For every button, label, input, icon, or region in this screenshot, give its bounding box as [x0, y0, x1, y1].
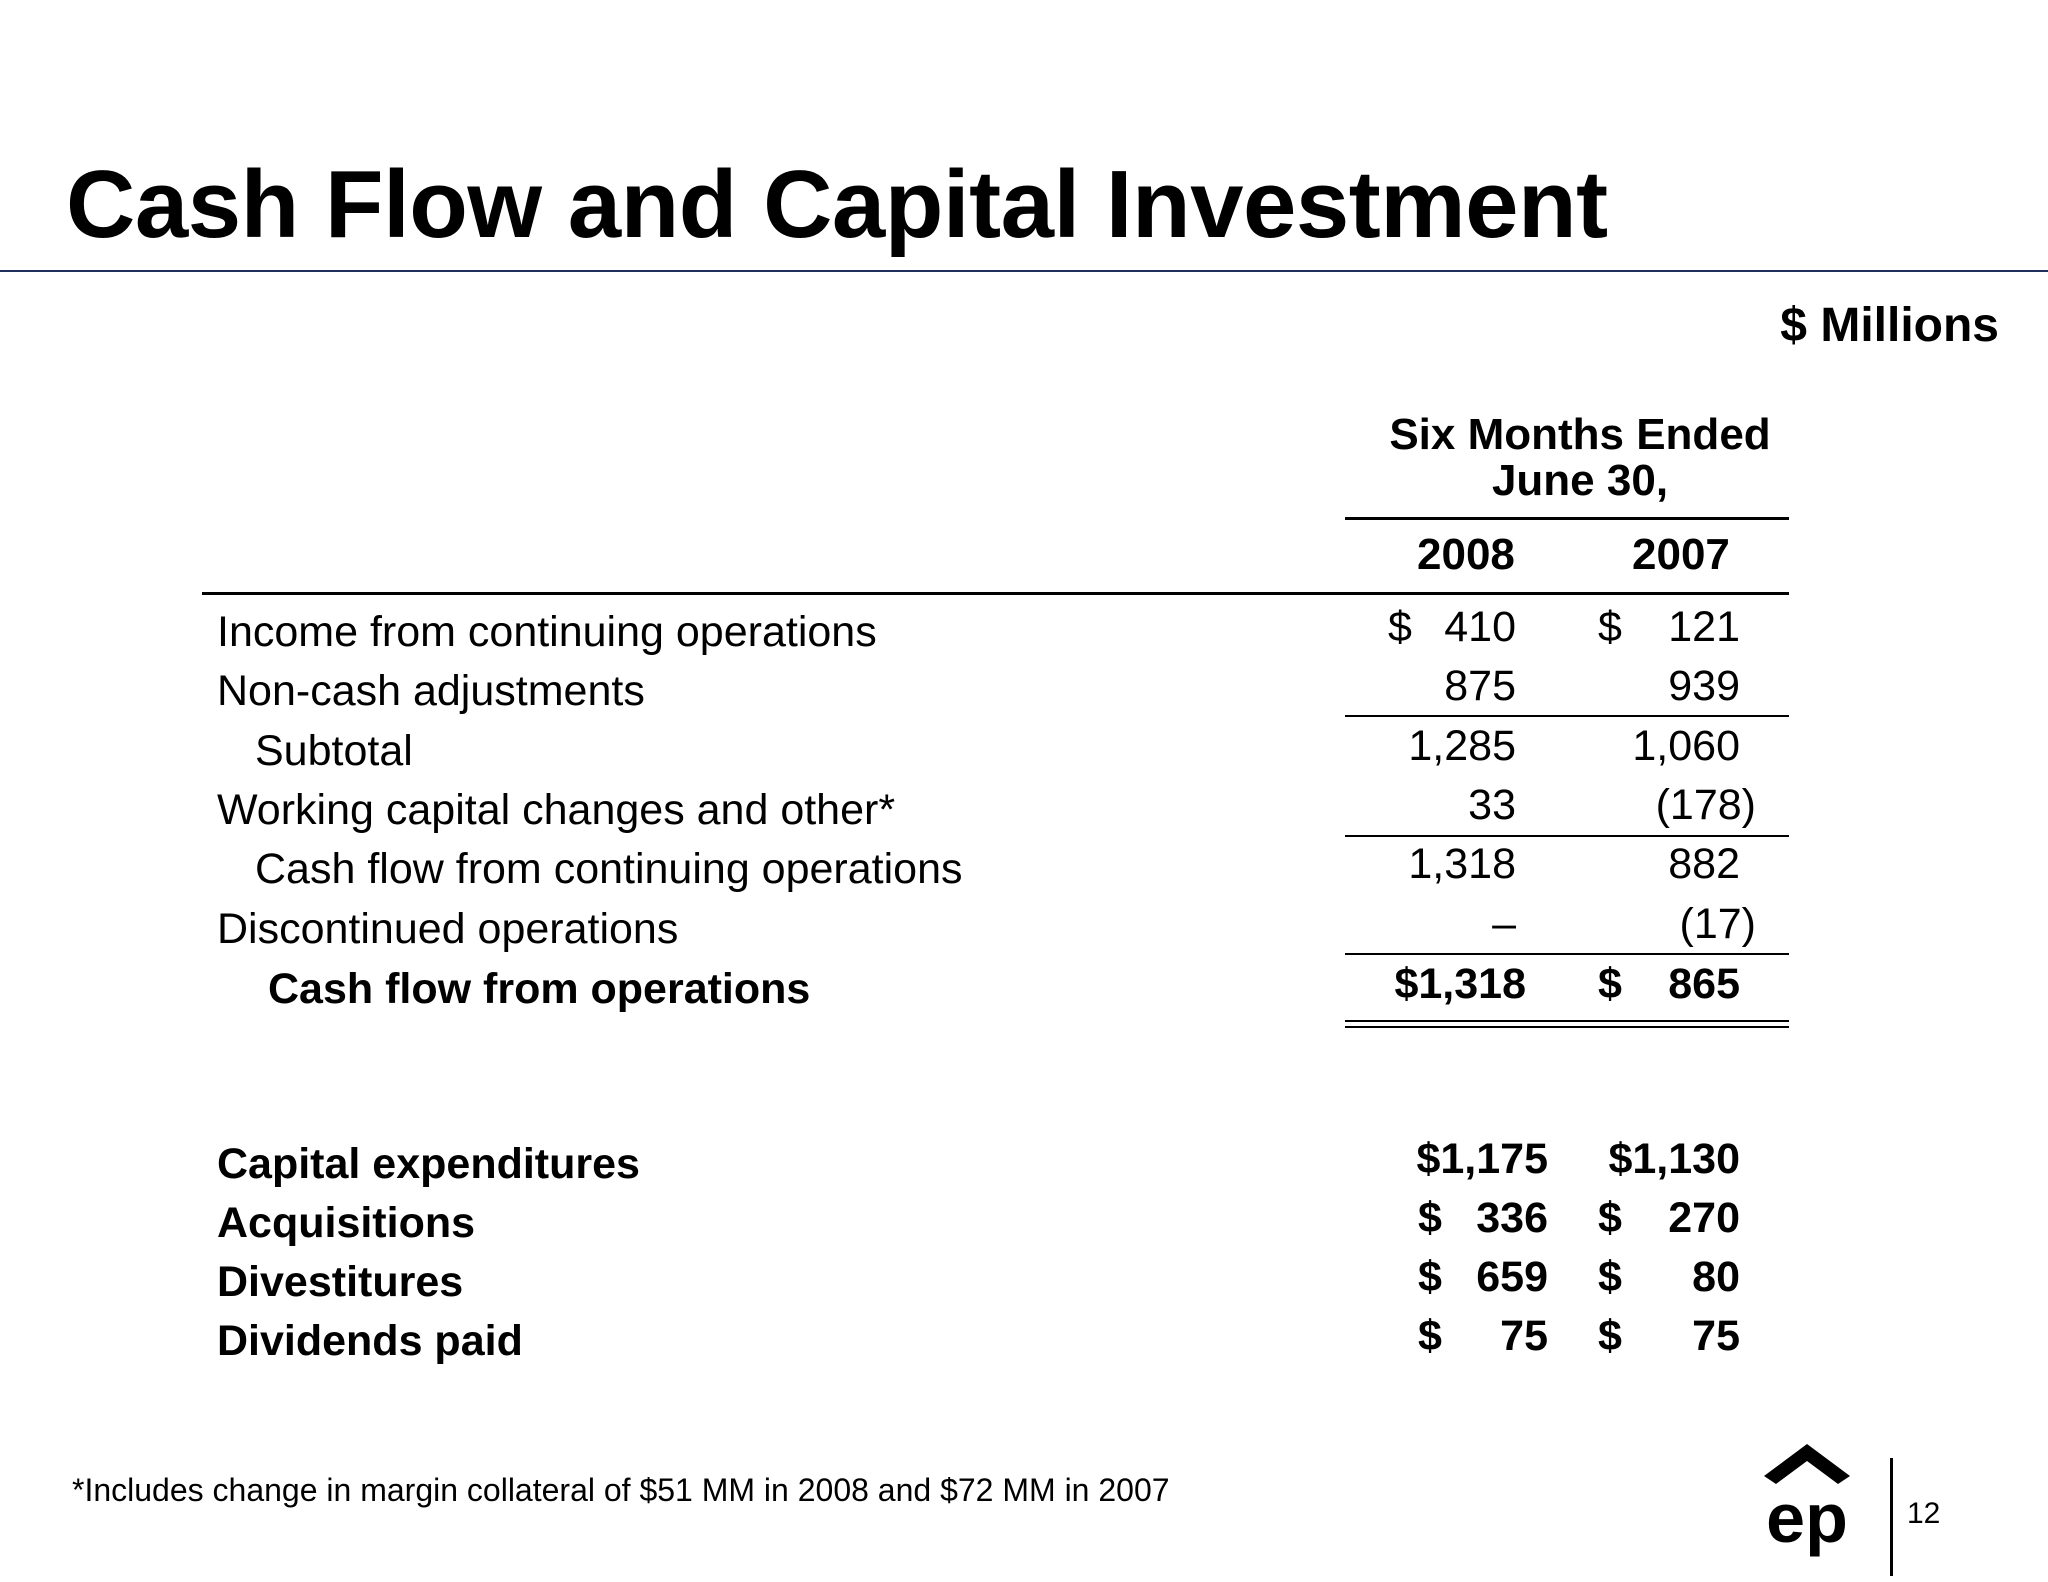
row-value-2007: 939: [1668, 662, 1740, 710]
row-value-2007: 1,060: [1632, 722, 1740, 770]
row-label-discontinued: Discontinued operations: [217, 905, 679, 953]
invest-value-2008: 336: [1476, 1194, 1548, 1242]
row-value-2008: 410: [1444, 603, 1516, 651]
logo-text: ep: [1766, 1479, 1848, 1557]
row-currency-2007: $: [1598, 603, 1622, 651]
period-line-2: June 30,: [1491, 456, 1669, 505]
invest-value-2007: $1,130: [1608, 1135, 1740, 1183]
invest-value-2007: 80: [1692, 1253, 1740, 1301]
row-value-2008: 875: [1444, 662, 1516, 710]
year-2007-header: 2007: [1632, 530, 1730, 579]
row-label-acquisitions: Acquisitions: [217, 1199, 476, 1247]
invest-value-2007: 75: [1692, 1312, 1740, 1360]
invest-value-2007: 270: [1668, 1194, 1740, 1242]
slide-title: Cash Flow and Capital Investment: [66, 151, 1608, 258]
footnote: *Includes change in margin collateral of $51 MM in 2008 and $72 MM in 2007: [72, 1472, 1170, 1508]
subtotal-rule: [1345, 715, 1789, 717]
invest-value-2008: 659: [1476, 1253, 1548, 1301]
period-header: [1345, 412, 1815, 504]
row-value-2008: –: [1492, 900, 1516, 948]
invest-currency-2007: $: [1598, 1253, 1622, 1301]
row-label-divestitures: Divestitures: [217, 1258, 464, 1306]
row-label-dividends: Dividends paid: [217, 1317, 523, 1365]
row-value-2007: (17): [1679, 900, 1756, 948]
invest-currency-2007: $: [1598, 1312, 1622, 1360]
total-double-rule-bottom: [1345, 1026, 1789, 1028]
invest-value-2008: 75: [1500, 1312, 1548, 1360]
period-line-1: Six Months Ended: [1389, 410, 1771, 459]
total-double-rule-top: [1345, 1020, 1789, 1022]
row-label-income-continuing: Income from continuing operations: [217, 608, 877, 656]
row-value-2008: 1,285: [1408, 722, 1516, 770]
period-underline: [1345, 517, 1789, 520]
row-value-2007: (178): [1655, 781, 1756, 829]
row-value-2008: 33: [1468, 781, 1516, 829]
row-value-2007: 121: [1668, 603, 1740, 651]
continuing-cf-rule: [1345, 835, 1789, 837]
units-label: $ Millions: [1780, 299, 1999, 352]
year-2008-header: 2008: [1417, 530, 1515, 579]
ep-logo-icon: [1762, 1444, 1852, 1558]
row-currency-2008: $: [1388, 603, 1412, 651]
row-value-2008: 1,318: [1408, 840, 1516, 888]
row-label-working-capital: [217, 786, 895, 835]
row-label-capex: Capital expenditures: [217, 1140, 640, 1188]
row-label-cf-continuing: Cash flow from continuing operations: [255, 845, 963, 893]
row-currency-2007: $: [1598, 960, 1622, 1008]
row-label-subtotal: Subtotal: [255, 727, 413, 775]
row-value-2008: $1,318: [1394, 960, 1526, 1008]
total-rule: [1345, 953, 1789, 955]
row-label-non-cash: Non-cash adjustments: [217, 667, 645, 715]
row-value-2007: 882: [1668, 840, 1740, 888]
invest-currency-2008: $: [1418, 1194, 1442, 1242]
row-label-working-capital-text: Working capital changes and other*: [217, 786, 896, 834]
title-divider: [0, 270, 2048, 272]
row-label-cf-operations: Cash flow from operations: [268, 965, 811, 1013]
invest-currency-2008: $: [1418, 1312, 1442, 1360]
row-value-2007: 865: [1668, 960, 1740, 1008]
invest-currency-2008: $: [1418, 1253, 1442, 1301]
header-underline: [202, 592, 1789, 595]
page-number: 12: [1907, 1497, 1941, 1530]
logo-divider: [1890, 1458, 1893, 1576]
invest-value-2008: $1,175: [1416, 1135, 1548, 1183]
invest-currency-2007: $: [1598, 1194, 1622, 1242]
